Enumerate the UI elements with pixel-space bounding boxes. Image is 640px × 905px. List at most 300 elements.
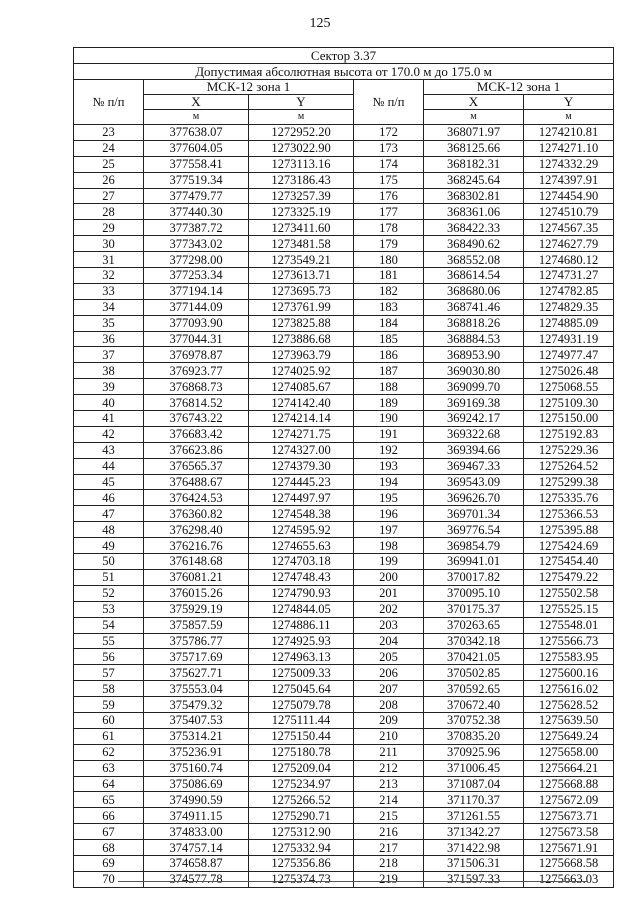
cell-num-right: 217: [354, 840, 424, 856]
table-row: [74, 379, 614, 395]
cell-x-right: 369322.68: [424, 426, 524, 442]
cell-x-right: 368125.66: [424, 140, 524, 156]
table-row: [74, 474, 614, 490]
cell-x-right: 368302.81: [424, 188, 524, 204]
cell-x-left: 376743.22: [144, 411, 249, 427]
cell-x-right: 368953.90: [424, 347, 524, 363]
cell-y-left: 1275312.90: [249, 824, 354, 840]
table-row: [74, 601, 614, 617]
cell-y-right: 1275664.21: [524, 760, 614, 776]
table-row: [74, 236, 614, 252]
cell-num-left: 28: [74, 204, 144, 220]
cell-x-left: 377298.00: [144, 252, 249, 268]
cell-num-left: 57: [74, 665, 144, 681]
cell-y-left: 1274595.92: [249, 522, 354, 538]
cell-y-right: 1275192.83: [524, 426, 614, 442]
cell-num-left: 23: [74, 125, 144, 141]
cell-y-left: 1273825.88: [249, 315, 354, 331]
cell-num-right: 177: [354, 204, 424, 220]
cell-y-left: 1275009.33: [249, 665, 354, 681]
cell-y-left: 1274963.13: [249, 649, 354, 665]
cell-x-left: 377440.30: [144, 204, 249, 220]
cell-x-left: 376488.67: [144, 474, 249, 490]
cell-y-right: 1274977.47: [524, 347, 614, 363]
cell-y-right: 1275229.36: [524, 442, 614, 458]
cell-num-left: 27: [74, 188, 144, 204]
cell-num-right: 212: [354, 760, 424, 776]
cell-x-right: 368741.46: [424, 299, 524, 315]
cell-num-right: 173: [354, 140, 424, 156]
cell-num-right: 214: [354, 792, 424, 808]
cell-num-right: 207: [354, 681, 424, 697]
cell-y-right: 1275672.09: [524, 792, 614, 808]
num-header-left: № п/п: [74, 80, 144, 125]
cell-y-right: 1274567.35: [524, 220, 614, 236]
cell-x-left: 374577.78: [144, 871, 249, 887]
cell-y-right: 1274680.12: [524, 252, 614, 268]
cell-y-left: 1273481.58: [249, 236, 354, 252]
cell-x-left: 377479.77: [144, 188, 249, 204]
cell-y-right: 1275600.16: [524, 665, 614, 681]
cell-num-left: 24: [74, 140, 144, 156]
cell-num-right: 213: [354, 776, 424, 792]
cell-y-right: 1274332.29: [524, 156, 614, 172]
table-row: [74, 649, 614, 665]
cell-x-right: 369242.17: [424, 411, 524, 427]
cell-num-left: 54: [74, 617, 144, 633]
cell-num-left: 50: [74, 554, 144, 570]
cell-x-left: 376360.82: [144, 506, 249, 522]
table-row: [74, 712, 614, 728]
cell-x-right: 370263.65: [424, 617, 524, 633]
cell-y-left: 1273186.43: [249, 172, 354, 188]
cell-y-right: 1274782.85: [524, 283, 614, 299]
cell-x-right: 369543.09: [424, 474, 524, 490]
cell-num-left: 29: [74, 220, 144, 236]
table-row: [74, 458, 614, 474]
cell-num-left: 38: [74, 363, 144, 379]
cell-y-right: 1274627.79: [524, 236, 614, 252]
cell-x-left: 376015.26: [144, 585, 249, 601]
cell-y-left: 1275111.44: [249, 712, 354, 728]
cell-num-left: 46: [74, 490, 144, 506]
cell-y-left: 1273963.79: [249, 347, 354, 363]
cell-num-right: 188: [354, 379, 424, 395]
table-row: [74, 855, 614, 871]
cell-num-left: 30: [74, 236, 144, 252]
cell-y-right: 1275668.88: [524, 776, 614, 792]
cell-num-right: 181: [354, 268, 424, 284]
cell-num-right: 184: [354, 315, 424, 331]
cell-x-left: 377144.09: [144, 299, 249, 315]
cell-num-right: 201: [354, 585, 424, 601]
cell-x-left: 376081.21: [144, 569, 249, 585]
table-row: [74, 426, 614, 442]
cell-num-right: 215: [354, 808, 424, 824]
cell-num-left: 62: [74, 744, 144, 760]
table-row: [74, 665, 614, 681]
table-row: [74, 140, 614, 156]
table-row: [74, 697, 614, 713]
cell-x-right: 371597.33: [424, 871, 524, 887]
cell-x-right: 370592.65: [424, 681, 524, 697]
table-row: [74, 220, 614, 236]
zone-header-left: МСК-12 зона 1: [144, 80, 354, 95]
cell-num-left: 59: [74, 697, 144, 713]
cell-num-right: 195: [354, 490, 424, 506]
cell-x-right: 368071.97: [424, 125, 524, 141]
cell-num-right: 216: [354, 824, 424, 840]
cell-y-right: 1275673.58: [524, 824, 614, 840]
cell-num-left: 40: [74, 395, 144, 411]
cell-num-right: 172: [354, 125, 424, 141]
cell-y-left: 1273695.73: [249, 283, 354, 299]
cell-x-right: 370421.05: [424, 649, 524, 665]
unit-x-right: м: [424, 110, 524, 125]
table-row: [74, 268, 614, 284]
cell-x-right: 371342.27: [424, 824, 524, 840]
cell-num-right: 200: [354, 569, 424, 585]
cell-num-left: 53: [74, 601, 144, 617]
cell-y-left: 1274748.43: [249, 569, 354, 585]
cell-y-left: 1274925.93: [249, 633, 354, 649]
cell-x-right: 369776.54: [424, 522, 524, 538]
zone-header-right: МСК-12 зона 1: [424, 80, 614, 95]
cell-x-left: 375160.74: [144, 760, 249, 776]
cell-x-right: 370017.82: [424, 569, 524, 585]
table-row: [74, 172, 614, 188]
cell-y-left: 1274271.75: [249, 426, 354, 442]
cell-x-left: 377093.90: [144, 315, 249, 331]
table-row: [74, 728, 614, 744]
cell-y-right: 1275668.58: [524, 855, 614, 871]
cell-x-right: 368361.06: [424, 204, 524, 220]
unit-y-right: м: [524, 110, 614, 125]
cell-y-right: 1275628.52: [524, 697, 614, 713]
cell-y-right: 1275663.03: [524, 871, 614, 887]
cell-y-left: 1275150.44: [249, 728, 354, 744]
cell-y-right: 1275395.88: [524, 522, 614, 538]
cell-x-right: 370175.37: [424, 601, 524, 617]
cell-num-right: 199: [354, 554, 424, 570]
cell-y-right: 1274731.27: [524, 268, 614, 284]
cell-y-left: 1274703.18: [249, 554, 354, 570]
cell-x-left: 376424.53: [144, 490, 249, 506]
table-row: [74, 363, 614, 379]
cell-x-left: 376623.86: [144, 442, 249, 458]
table-row: [74, 569, 614, 585]
y-header-left: Y: [249, 95, 354, 110]
cell-y-left: 1274214.14: [249, 411, 354, 427]
table-row: [74, 283, 614, 299]
table-row: [74, 760, 614, 776]
table-row: [74, 395, 614, 411]
cell-num-left: 42: [74, 426, 144, 442]
table-row: [74, 347, 614, 363]
cell-x-right: 369854.79: [424, 538, 524, 554]
cell-x-right: 369394.66: [424, 442, 524, 458]
cell-y-right: 1275424.69: [524, 538, 614, 554]
cell-num-left: 45: [74, 474, 144, 490]
cell-x-right: 368552.08: [424, 252, 524, 268]
cell-y-right: 1275671.91: [524, 840, 614, 856]
table-row: [74, 633, 614, 649]
cell-num-right: 186: [354, 347, 424, 363]
cell-y-left: 1274025.92: [249, 363, 354, 379]
cell-num-left: 64: [74, 776, 144, 792]
cell-num-left: 58: [74, 681, 144, 697]
cell-y-left: 1274548.38: [249, 506, 354, 522]
cell-y-left: 1275356.86: [249, 855, 354, 871]
cell-num-left: 66: [74, 808, 144, 824]
cell-x-right: 368884.53: [424, 331, 524, 347]
cell-y-right: 1275479.22: [524, 569, 614, 585]
cell-x-left: 376868.73: [144, 379, 249, 395]
cell-num-right: 204: [354, 633, 424, 649]
cell-y-right: 1274510.79: [524, 204, 614, 220]
cell-y-left: 1273022.90: [249, 140, 354, 156]
cell-x-left: 375314.21: [144, 728, 249, 744]
bottom-rule: [118, 881, 588, 882]
cell-y-left: 1275180.78: [249, 744, 354, 760]
cell-y-left: 1274445.23: [249, 474, 354, 490]
table-row: [74, 490, 614, 506]
table-row: [74, 156, 614, 172]
cell-x-right: 369169.38: [424, 395, 524, 411]
cell-num-right: 209: [354, 712, 424, 728]
cell-y-left: 1274379.30: [249, 458, 354, 474]
cell-num-right: 208: [354, 697, 424, 713]
cell-x-right: 369626.70: [424, 490, 524, 506]
table-row: [74, 554, 614, 570]
cell-x-right: 369099.70: [424, 379, 524, 395]
cell-y-left: 1274790.93: [249, 585, 354, 601]
cell-y-right: 1275335.76: [524, 490, 614, 506]
cell-x-left: 377194.14: [144, 283, 249, 299]
table-row: [74, 538, 614, 554]
cell-x-right: 369941.01: [424, 554, 524, 570]
cell-num-right: 185: [354, 331, 424, 347]
table-row: [74, 585, 614, 601]
cell-x-right: 368422.33: [424, 220, 524, 236]
y-header-right: Y: [524, 95, 614, 110]
coordinates-table: [73, 47, 614, 888]
cell-y-left: 1274886.11: [249, 617, 354, 633]
cell-num-left: 33: [74, 283, 144, 299]
cell-num-left: 26: [74, 172, 144, 188]
cell-num-right: 194: [354, 474, 424, 490]
cell-x-right: 371422.98: [424, 840, 524, 856]
cell-num-right: 203: [354, 617, 424, 633]
cell-x-left: 374757.14: [144, 840, 249, 856]
cell-x-left: 375553.04: [144, 681, 249, 697]
cell-num-right: 198: [354, 538, 424, 554]
cell-x-left: 377558.41: [144, 156, 249, 172]
cell-y-left: 1274655.63: [249, 538, 354, 554]
table-row: [74, 411, 614, 427]
cell-y-right: 1275109.30: [524, 395, 614, 411]
cell-y-left: 1275045.64: [249, 681, 354, 697]
cell-y-right: 1275583.95: [524, 649, 614, 665]
cell-y-right: 1275026.48: [524, 363, 614, 379]
cell-x-left: 376148.68: [144, 554, 249, 570]
cell-y-right: 1275658.00: [524, 744, 614, 760]
cell-y-right: 1275673.71: [524, 808, 614, 824]
cell-num-left: 68: [74, 840, 144, 856]
table-row: [74, 204, 614, 220]
cell-y-right: 1275548.01: [524, 617, 614, 633]
cell-num-left: 60: [74, 712, 144, 728]
unit-x-left: м: [144, 110, 249, 125]
cell-y-right: 1275299.38: [524, 474, 614, 490]
cell-x-left: 376978.87: [144, 347, 249, 363]
cell-x-left: 377253.34: [144, 268, 249, 284]
cell-num-right: 202: [354, 601, 424, 617]
x-header-right: X: [424, 95, 524, 110]
cell-x-left: 375857.59: [144, 617, 249, 633]
cell-x-left: 377638.07: [144, 125, 249, 141]
cell-x-left: 375086.69: [144, 776, 249, 792]
cell-num-left: 44: [74, 458, 144, 474]
cell-num-right: 197: [354, 522, 424, 538]
cell-num-left: 25: [74, 156, 144, 172]
cell-y-right: 1275639.50: [524, 712, 614, 728]
table-row: [74, 315, 614, 331]
cell-num-right: 193: [354, 458, 424, 474]
table-row: [74, 808, 614, 824]
cell-num-right: 176: [354, 188, 424, 204]
cell-num-right: 192: [354, 442, 424, 458]
cell-y-right: 1275649.24: [524, 728, 614, 744]
cell-y-right: 1274454.90: [524, 188, 614, 204]
cell-num-right: 210: [354, 728, 424, 744]
table-row: [74, 824, 614, 840]
table-row: [74, 442, 614, 458]
coordinates-body: [74, 125, 614, 888]
cell-y-right: 1275366.53: [524, 506, 614, 522]
cell-y-left: 1274497.97: [249, 490, 354, 506]
cell-x-left: 375407.53: [144, 712, 249, 728]
cell-x-left: 377519.34: [144, 172, 249, 188]
cell-x-left: 377387.72: [144, 220, 249, 236]
cell-x-right: 371261.55: [424, 808, 524, 824]
cell-y-left: 1274327.00: [249, 442, 354, 458]
cell-x-right: 370925.96: [424, 744, 524, 760]
cell-num-right: 180: [354, 252, 424, 268]
cell-num-left: 51: [74, 569, 144, 585]
cell-x-right: 371506.31: [424, 855, 524, 871]
cell-x-right: 368182.31: [424, 156, 524, 172]
table-row: [74, 840, 614, 856]
table-row: [74, 776, 614, 792]
cell-num-left: 31: [74, 252, 144, 268]
cell-num-right: 179: [354, 236, 424, 252]
cell-x-right: 370752.38: [424, 712, 524, 728]
cell-x-left: 375479.32: [144, 697, 249, 713]
cell-y-left: 1273411.60: [249, 220, 354, 236]
cell-x-right: 369701.34: [424, 506, 524, 522]
cell-y-right: 1275454.40: [524, 554, 614, 570]
cell-num-right: 190: [354, 411, 424, 427]
cell-num-left: 41: [74, 411, 144, 427]
height-range: Допустимая абсолютная высота от 170.0 м до 175.0 м: [74, 64, 614, 80]
cell-y-left: 1273257.39: [249, 188, 354, 204]
cell-x-left: 375627.71: [144, 665, 249, 681]
cell-y-right: 1274397.91: [524, 172, 614, 188]
cell-y-left: 1275234.97: [249, 776, 354, 792]
cell-y-left: 1275290.71: [249, 808, 354, 824]
cell-num-left: 63: [74, 760, 144, 776]
cell-x-left: 376216.76: [144, 538, 249, 554]
cell-num-right: 183: [354, 299, 424, 315]
table-row: [74, 252, 614, 268]
table-row: [74, 871, 614, 887]
cell-x-right: 368490.62: [424, 236, 524, 252]
table-row: [74, 506, 614, 522]
cell-x-right: 369030.80: [424, 363, 524, 379]
cell-x-right: 368680.06: [424, 283, 524, 299]
page-number: 125: [309, 16, 331, 31]
cell-num-left: 36: [74, 331, 144, 347]
cell-num-left: 39: [74, 379, 144, 395]
cell-x-right: 369467.33: [424, 458, 524, 474]
cell-num-left: 52: [74, 585, 144, 601]
cell-x-left: 375717.69: [144, 649, 249, 665]
cell-y-right: 1275150.00: [524, 411, 614, 427]
cell-x-left: 374833.00: [144, 824, 249, 840]
cell-num-left: 65: [74, 792, 144, 808]
cell-y-left: 1273549.21: [249, 252, 354, 268]
cell-num-left: 69: [74, 855, 144, 871]
cell-y-right: 1275566.73: [524, 633, 614, 649]
cell-y-left: 1273325.19: [249, 204, 354, 220]
cell-y-right: 1275264.52: [524, 458, 614, 474]
cell-y-left: 1272952.20: [249, 125, 354, 141]
sector-title: Сектор 3.37: [74, 48, 614, 64]
cell-num-right: 175: [354, 172, 424, 188]
cell-num-left: 32: [74, 268, 144, 284]
cell-y-left: 1275374.73: [249, 871, 354, 887]
cell-y-left: 1274142.40: [249, 395, 354, 411]
cell-num-right: 211: [354, 744, 424, 760]
cell-y-left: 1273761.99: [249, 299, 354, 315]
cell-num-left: 55: [74, 633, 144, 649]
cell-y-right: 1275502.58: [524, 585, 614, 601]
cell-y-right: 1275616.02: [524, 681, 614, 697]
cell-y-right: 1274271.10: [524, 140, 614, 156]
table-row: [74, 681, 614, 697]
cell-num-left: 35: [74, 315, 144, 331]
cell-x-left: 376814.52: [144, 395, 249, 411]
table-row: [74, 125, 614, 141]
table-row: [74, 522, 614, 538]
unit-y-left: м: [249, 110, 354, 125]
cell-x-left: 374911.15: [144, 808, 249, 824]
cell-num-right: 182: [354, 283, 424, 299]
cell-num-left: 34: [74, 299, 144, 315]
cell-y-left: 1274085.67: [249, 379, 354, 395]
cell-x-right: 370672.40: [424, 697, 524, 713]
cell-y-right: 1274931.19: [524, 331, 614, 347]
table-row: [74, 617, 614, 633]
cell-y-right: 1275525.15: [524, 601, 614, 617]
cell-num-right: 174: [354, 156, 424, 172]
cell-x-left: 375929.19: [144, 601, 249, 617]
table-row: [74, 299, 614, 315]
cell-x-left: 374990.59: [144, 792, 249, 808]
x-header-left: X: [144, 95, 249, 110]
cell-num-left: 67: [74, 824, 144, 840]
